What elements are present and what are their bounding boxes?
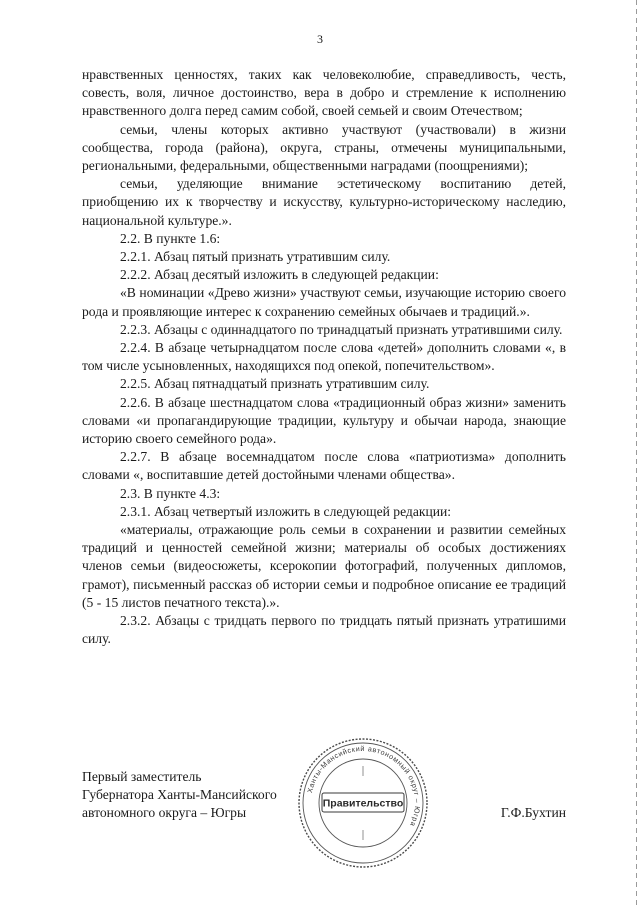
paragraph: 2.2.6. В абзаце шестнадцатом слова «традиционный образ жизни» заменить словами «и пропагандирующие традиции, культуру и обычаи народа, знающие историю своего семейного рода». <box>82 394 566 447</box>
paragraph: «материалы, отражающие роль семьи в сохранении и развитии семейных традиций и ценностей семейной жизни; материалы об особых достижениях членов семьи (видеосюжеты, ксерокопии фотографий, полученных дипломов, грамот), письменный рассказ об истории семьи и подробное описание ее традиций (5 - 15 листов печатного текста).». <box>82 522 566 610</box>
paragraph: 2.2.5. Абзац пятнадцатый признать утратившим силу. <box>120 376 430 392</box>
seal-center-text: Правительство <box>322 797 404 810</box>
paragraph: нравственных ценностях, таких как человеколюбие, справедливость, честь, совесть, воля, личное достоинство, вера в добро и стремление к исполнению нравственного долга перед самим собой, своей семьей и своим Отечеством; <box>82 67 566 119</box>
paragraph: 2.2.4. В абзаце четырнадцатом после слова «детей» дополнить словами «, в том числе усыновленных, находящихся под опекой, попечительством». <box>82 340 566 374</box>
official-seal <box>296 736 430 870</box>
seal-ring-text: Ханты-Мансийский автономный округ – Югра <box>305 743 423 829</box>
paragraph: 2.3.1. Абзац четвертый изложить в следующей редакции: <box>120 503 452 519</box>
paragraph: 2.2.2. Абзац десятый изложить в следующей редакции: <box>120 267 439 283</box>
document-body <box>82 66 566 649</box>
paragraph: 2.3.2. Абзацы с тридцать первого по тридцать пятый признать утратишими силу. <box>82 613 566 647</box>
paragraph: семьи, уделяющие внимание эстетическому воспитанию детей, приобщению их к творчеству и искусству, культурно-историческому наследию, национальной культуре.». <box>82 176 566 228</box>
signature-position <box>82 768 277 823</box>
signature-position-line: Первый заместитель <box>82 769 202 784</box>
signer-name: Г.Ф.Бухтин <box>500 805 566 820</box>
page-number: 3 <box>317 32 323 46</box>
signature-position-line: Губернатора Ханты-Мансийского <box>82 787 277 803</box>
page-edge-line <box>636 0 637 905</box>
signature-position-line: автономного округа – Югры <box>82 805 247 821</box>
paragraph: семьи, члены которых активно участвуют (участвовали) в жизни сообщества, города (района), округа, страны, отмечены муниципальными, региональными, федеральными, общественными наградами (поощрениями); <box>82 121 566 174</box>
paragraph: 2.2.3. Абзацы с одиннадцатого по тринадцатый признать утратившими силу. <box>120 321 563 337</box>
paragraph: 2.3. В пункте 4.3: <box>120 485 221 501</box>
paragraph: 2.2. В пункте 1.6: <box>120 230 221 246</box>
paragraph: 2.2.1. Абзац пятый признать утратившим силу. <box>120 249 391 265</box>
paragraph: «В номинации «Древо жизни» участвуют семьи, изучающие историю своего рода и проявляющие интерес к сохранению семейных обычаев и традиций.». <box>82 285 566 319</box>
paragraph: 2.2.7. В абзаце восемнадцатом после слова «патриотизма» дополнить словами «, воспитавшие детей достойными членами общества». <box>82 449 566 483</box>
